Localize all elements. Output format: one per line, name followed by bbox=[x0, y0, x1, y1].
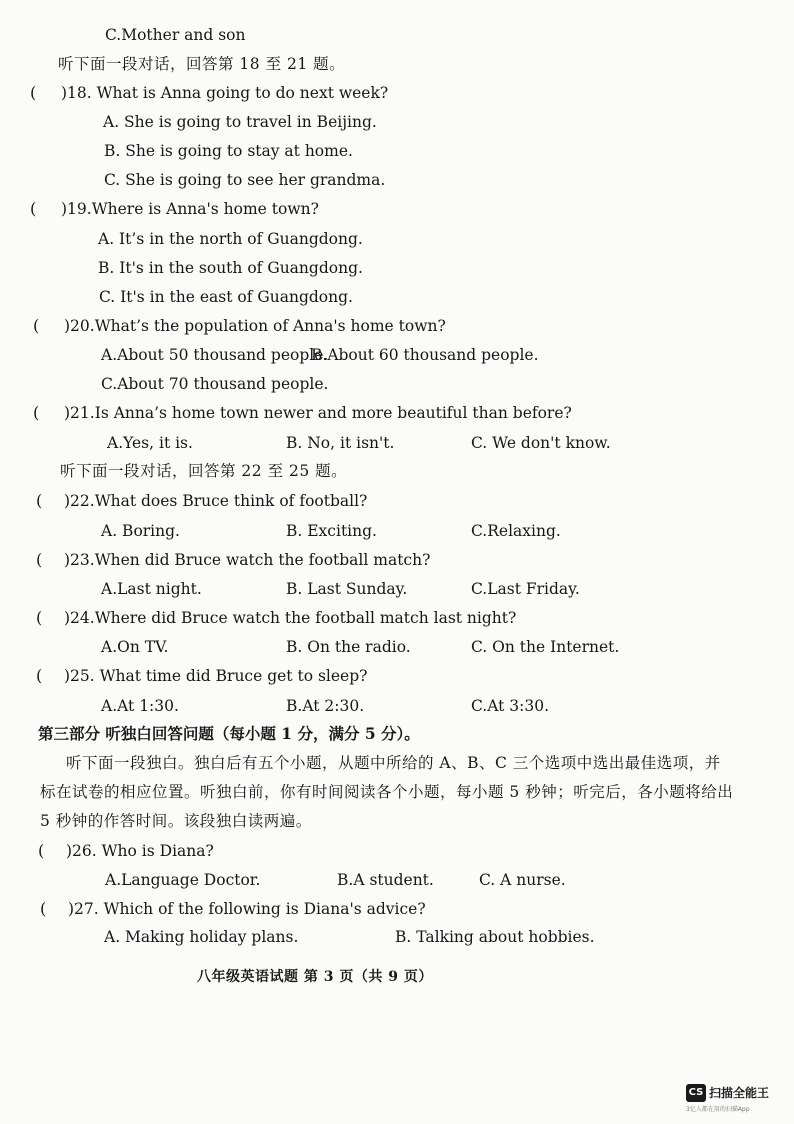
q26-option-b: B.A student. bbox=[337, 871, 434, 889]
question-26: )26. Who is Diana? bbox=[66, 842, 214, 860]
answer-bracket: ( bbox=[36, 608, 43, 627]
camscanner-logo-icon: CS bbox=[686, 1084, 706, 1102]
q18-option-b: B. She is going to stay at home. bbox=[104, 142, 353, 160]
q24-option-c: C. On the Internet. bbox=[471, 638, 620, 656]
option-c-mother-son: C.Mother and son bbox=[105, 26, 246, 44]
answer-bracket: ( bbox=[30, 83, 37, 102]
answer-bracket: ( bbox=[30, 199, 37, 218]
q19-option-b: B. It's in the south of Guangdong. bbox=[98, 259, 363, 277]
question-27: )27. Which of the following is Diana's advice? bbox=[68, 900, 426, 918]
question-25: )25. What time did Bruce get to sleep? bbox=[64, 667, 368, 685]
q26-option-a: A.Language Doctor. bbox=[105, 871, 261, 889]
q18-option-c: C. She is going to see her grandma. bbox=[104, 171, 386, 189]
q25-option-b: B.At 2:30. bbox=[286, 697, 365, 715]
section-3-instruction-line-3: 5 秒钟的作答时间。该段独白读两遍。 bbox=[40, 812, 312, 830]
q27-option-a: A. Making holiday plans. bbox=[104, 928, 299, 946]
question-21: )21.Is Anna’s home town newer and more beautiful than before? bbox=[64, 404, 572, 422]
question-20: )20.What’s the population of Anna's home town? bbox=[64, 317, 446, 335]
scanner-watermark bbox=[686, 1082, 786, 1116]
question-18: )18. What is Anna going to do next week? bbox=[61, 84, 389, 102]
q21-option-c: C. We don't know. bbox=[471, 434, 611, 452]
section-3-title: 第三部分 听独白回答问题（每小题 1 分，满分 5 分）。 bbox=[38, 724, 420, 743]
watermark-title: 扫描全能王 bbox=[709, 1086, 770, 1100]
section-3-instruction-line-1: 听下面一段独白。独白后有五个小题，从题中所给的 A、B、C 三个选项中选出最佳选项，并 bbox=[66, 754, 721, 772]
answer-bracket: ( bbox=[33, 403, 40, 422]
answer-bracket: ( bbox=[36, 550, 43, 569]
q20-option-b: B.About 60 thousand people. bbox=[311, 346, 539, 364]
q19-option-c: C. It's in the east of Guangdong. bbox=[99, 288, 353, 306]
watermark-subtitle: 3亿人都在用的扫描App bbox=[686, 1106, 750, 1113]
q27-option-b: B. Talking about hobbies. bbox=[395, 928, 595, 946]
q19-option-a: A. It’s in the north of Guangdong. bbox=[98, 230, 363, 248]
answer-bracket: ( bbox=[33, 316, 40, 335]
q22-option-b: B. Exciting. bbox=[286, 522, 377, 540]
answer-bracket: ( bbox=[40, 899, 47, 918]
q21-option-b: B. No, it isn't. bbox=[286, 434, 395, 452]
answer-bracket: ( bbox=[36, 666, 43, 685]
q25-option-c: C.At 3:30. bbox=[471, 697, 550, 715]
q25-option-a: A.At 1:30. bbox=[101, 697, 179, 715]
q24-option-a: A.On TV. bbox=[101, 638, 169, 656]
instruction-18-21: 听下面一段对话，回答第 18 至 21 题。 bbox=[58, 55, 346, 73]
q23-option-b: B. Last Sunday. bbox=[286, 580, 408, 598]
q22-option-a: A. Boring. bbox=[101, 522, 180, 540]
q26-option-c: C. A nurse. bbox=[479, 871, 566, 889]
answer-bracket: ( bbox=[38, 841, 45, 860]
answer-bracket: ( bbox=[36, 491, 43, 510]
page-footer: 八年级英语试题 第 3 页（共 9 页） bbox=[197, 969, 433, 985]
section-3-instruction-line-2: 标在试卷的相应位置。听独白前，你有时间阅读各个小题，每小题 5 秒钟；听完后，各小题将给出 bbox=[40, 783, 734, 801]
question-23: )23.When did Bruce watch the football match? bbox=[64, 551, 431, 569]
q24-option-b: B. On the radio. bbox=[286, 638, 411, 656]
q21-option-a: A.Yes, it is. bbox=[107, 434, 193, 452]
q22-option-c: C.Relaxing. bbox=[471, 522, 561, 540]
question-19: )19.Where is Anna's home town? bbox=[61, 200, 319, 218]
q18-option-a: A. She is going to travel in Beijing. bbox=[103, 113, 377, 131]
q23-option-a: A.Last night. bbox=[101, 580, 202, 598]
q23-option-c: C.Last Friday. bbox=[471, 580, 580, 598]
question-22: )22.What does Bruce think of football? bbox=[64, 492, 368, 510]
instruction-22-25: 听下面一段对话，回答第 22 至 25 题。 bbox=[60, 462, 348, 480]
question-24: )24.Where did Bruce watch the football match last night? bbox=[64, 609, 517, 627]
q20-option-c: C.About 70 thousand people. bbox=[101, 375, 329, 393]
q20-option-a: A.About 50 thousand people. bbox=[101, 346, 329, 364]
